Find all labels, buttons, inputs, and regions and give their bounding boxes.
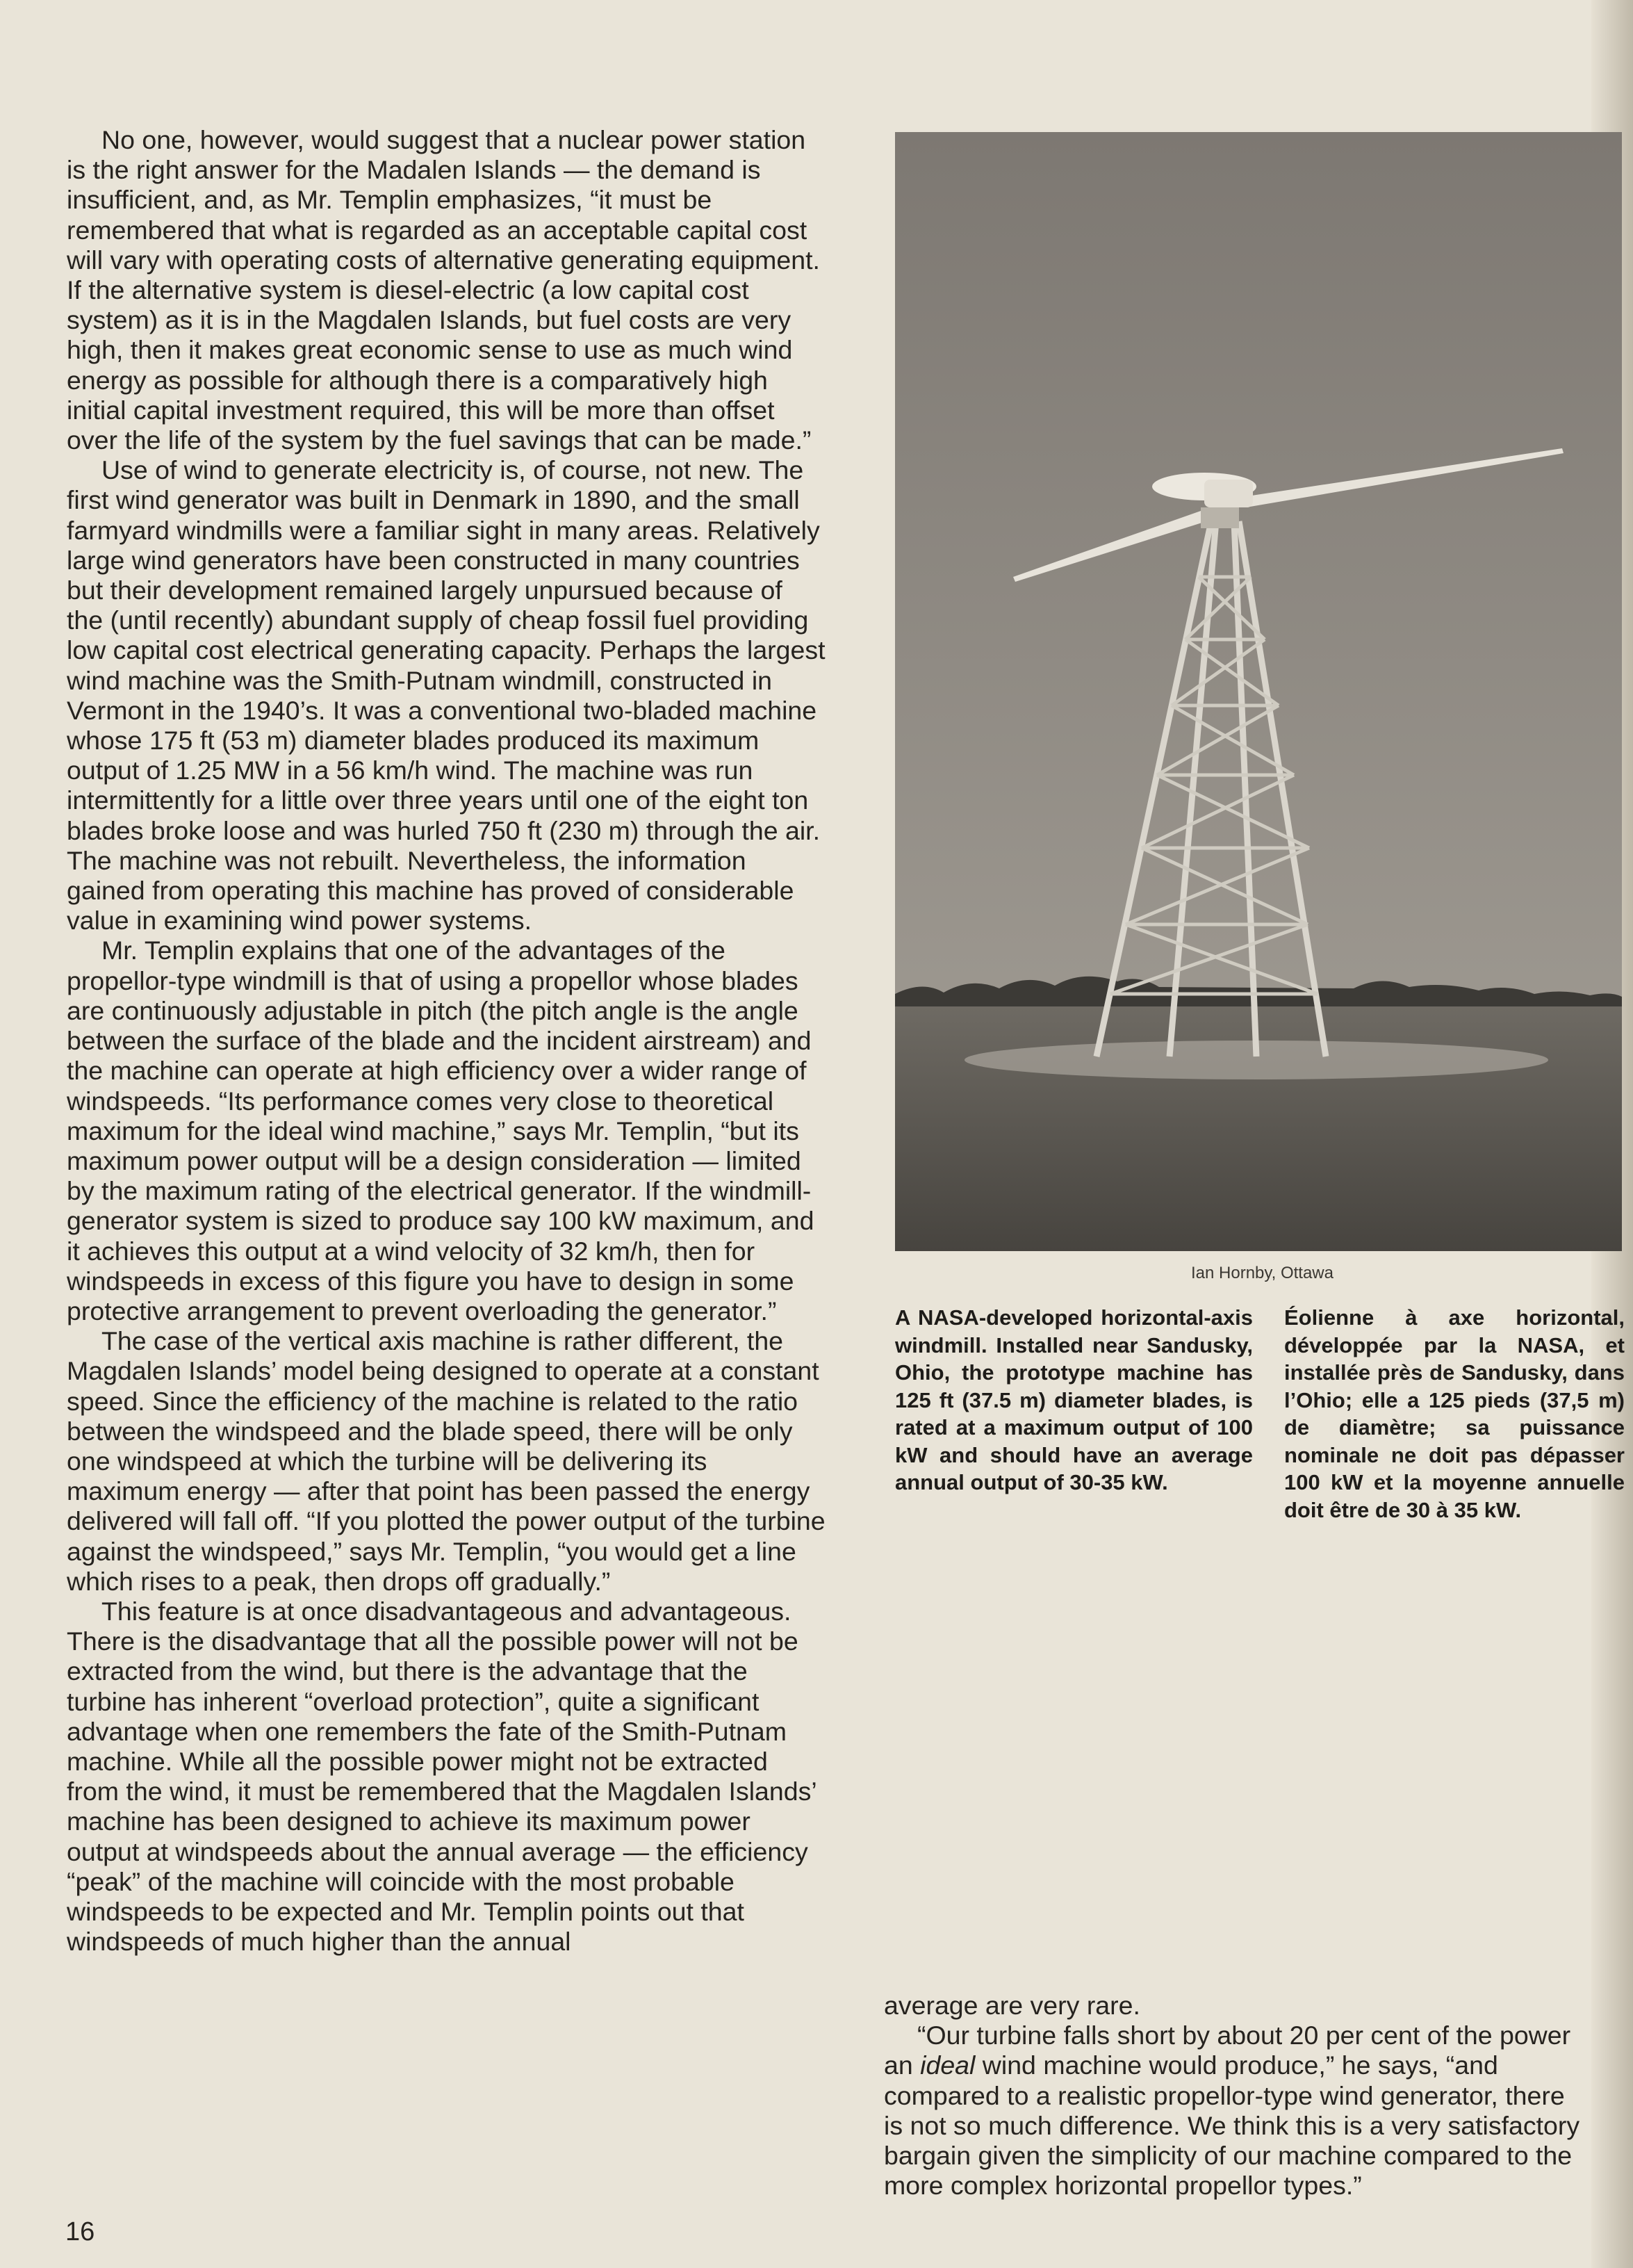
right-text-column [884,1991,1590,2201]
paragraph [884,2021,1590,2201]
paragraph: average are very rare. [884,1991,1140,2020]
paragraph: No one, however, would suggest that a nuclear power station is the right answer for the Madalen Islands — the demand is insufficient, and, as Mr. Templin emphasizes, “it must be remembered that what is regarded as an acceptable capital cost will vary with operating costs of alternative generating equipment. If the alternative system is diesel-electric (a low capital cost system) as it is in the Magdalen Islands, but fuel costs are very high, then it makes great economic sense to use as much wind energy as possible for although there is a comparatively high initial capital investment required, this will be more than offset over the life of the system by the fuel savings that can be made.” [67,125,820,455]
photo-credit: Ian Hornby, Ottawa [1191,1264,1334,1282]
yaw-housing [1201,507,1239,528]
hub [1204,480,1253,507]
paragraph-text: “Our turbine falls short by about 20 per cent of the power an [884,2021,1571,2080]
paragraph: The case of the vertical axis machine is rather different, the Magdalen Islands’ model being designed to operate at a constant speed. Since the efficiency of the machine is related to the ratio between the windspeed and the blade speed, there will be only one windspeed at which the turbine will be delivering its maximum energy — after that point has been passed the energy delivered will fall off. “If you plotted the power output of the turbine against the windspeed,” says Mr. Templin, “you would get a line which rises to a peak, then drops off gradually.” [67,1326,826,1596]
windmill-photo [895,132,1622,1251]
windmill-illustration [895,132,1622,1251]
caption-english: A NASA-developed horizontal-axis windmill. Installed near Sandusky, Ohio, the prototype machine has 125 ft (37.5 m) diameter blades, is rated at a maximum output of 100 kW and should have an average annual output of 30-35 kW. [895,1305,1253,1494]
sky [895,132,1622,1008]
paragraph: Use of wind to generate electricity is, of course, not new. The first wind generator was built in Denmark in 1890, and the small farmyard windmills were a familiar sight in many areas. Relatively large wind generators have been constructed in many countries but their development remained largely unpursued because of the (until recently) abundant supply of cheap fossil fuel providing low capital cost electrical generating capacity. Perhaps the largest wind machine was the Smith-Putnam windmill, constructed in Vermont in the 1940’s. It was a conventional two-bladed machine whose 175 ft (53 m) diameter blades produced its maximum output of 1.25 MW in a 56 km/h wind. The machine was run intermittently for a little over three years until one of the eight ton blades broke loose and was hurled 750 ft (230 m) through the air. The machine was not rebuilt. Nevertheless, the information gained from operating this machine has proved of considerable value in examining wind power systems. [67,455,826,936]
caption-french: Éolienne à axe horizontal, développée par la NASA, et installée près de Sandusky, dans l’Ohio; elle a 125 pieds (37,5 m) de diamètre; sa puissance nominale ne doit pas dépasser 100 kW et la moyenne annuelle doit être de 30 à 35 kW. [1284,1305,1625,1522]
page-number: 16 [65,2217,95,2246]
emphasis: ideal [920,2050,976,2080]
paragraph-text: wind machine would produce,” he says, “and compared to a realistic propellor-type wind generator, there is not so much difference. We think this is a very satisfactory bargain given the simplicity of our machine compared to the more complex horizontal propellor types.” [884,2050,1580,2201]
paragraph: Mr. Templin explains that one of the advantages of the propellor-type windmill is that of using a propellor whose blades are continuously adjustable in pitch (the pitch angle is the angle between the surface of the blade and the incident airstream) and the machine can operate at high efficiency over a wider range of windspeeds. “Its performance comes very close to theoretical maximum for the ideal wind machine,” says Mr. Templin, “but its maximum power output will be a design consideration — limited by the maximum rating of the electrical generator. If the windmill-generator system is sized to produce say 100 kW maximum, and it achieves this output at a wind velocity of 32 km/h, then for windspeeds in excess of this figure you have to design in some protective arrangement to prevent overloading the generator.” [67,936,814,1325]
left-text-column [67,125,826,1957]
paragraph: This feature is at once disadvantageous and advantageous. There is the disadvantage that all the possible power will not be extracted from the wind, but there is the advantage that the turbine has inherent “overload protection”, quite a significant advantage when one remembers the fate of the Smith-Putnam machine. While all the possible power might not be extracted from the wind, it must be remembered that the Magdalen Islands’ machine has been designed to achieve its maximum power output at windspeeds about the annual average — the efficiency “peak” of the machine will coincide with the most probable windspeeds to be expected and Mr. Templin points out that windspeeds of much higher than the annual [67,1596,816,1957]
